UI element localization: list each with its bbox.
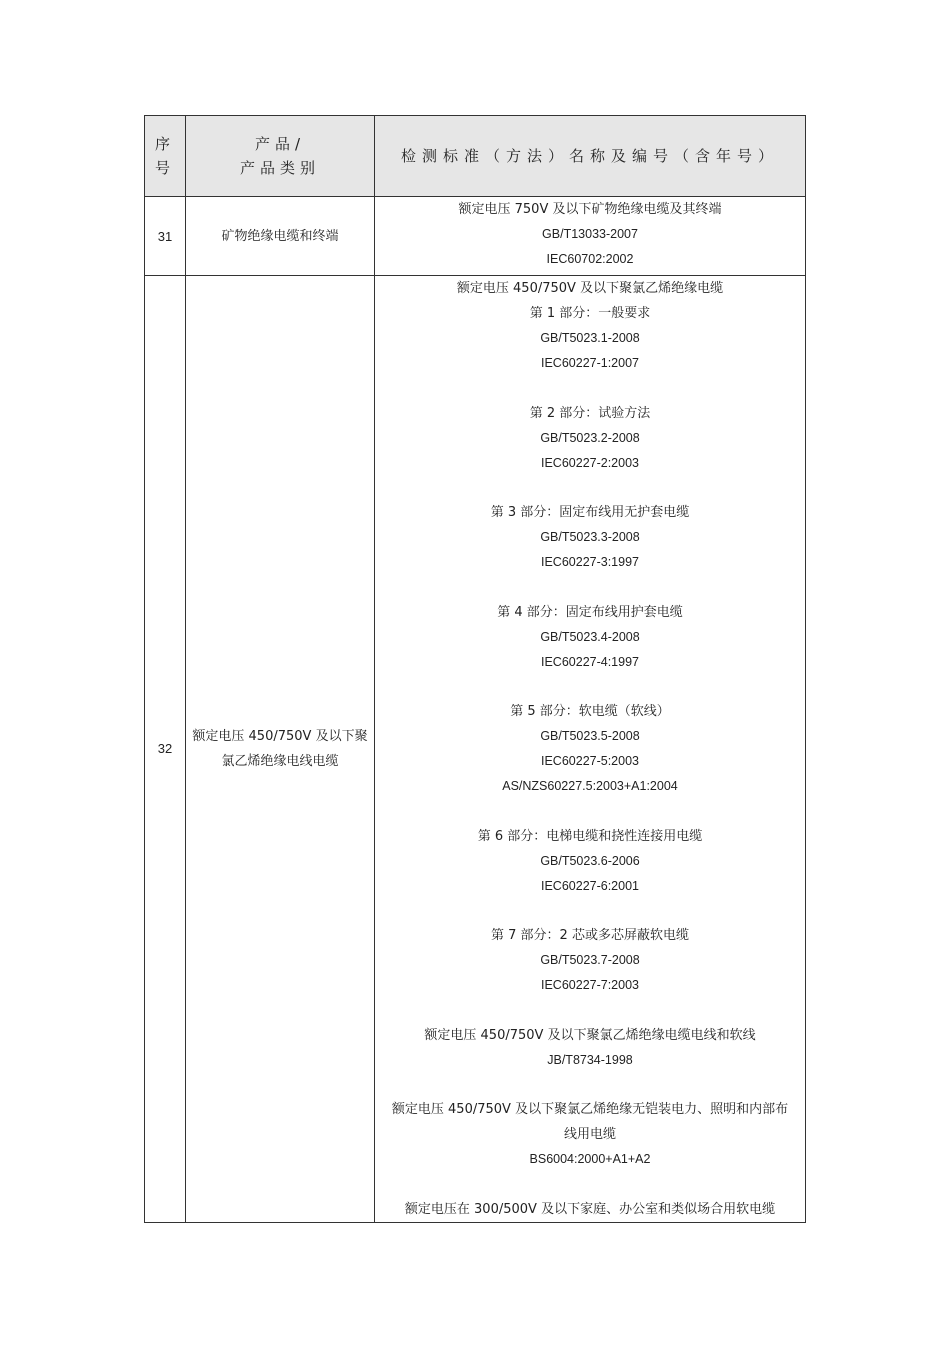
header-standard: 检测标准（方法）名称及编号（含年号） (375, 116, 806, 197)
blank-line (375, 476, 805, 501)
standard-code: IEC60227-6:2001 (541, 878, 639, 893)
standard-code: GB/T5023.3-2008 (540, 530, 640, 544)
row-seq: 32 (145, 276, 186, 1223)
row-standards (375, 276, 806, 1223)
row-product: 矿物绝缘电缆和终端 (186, 197, 375, 276)
standard-title: 第 4 部分：固定布线用护套电缆 (497, 604, 683, 620)
blank-line (375, 675, 805, 700)
table-row (145, 276, 806, 1223)
standard-title: 额定电压 450/750V 及以下聚氯乙烯绝缘电缆 (456, 281, 724, 296)
standard-title: 第 3 部分：固定布线用无护套电缆 (490, 505, 690, 520)
blank-line (375, 799, 805, 824)
blank-line (375, 1172, 805, 1197)
row-product: 额定电压 450/750V 及以下聚氯乙烯绝缘电线电缆 (186, 276, 375, 1223)
standard-title: 额定电压 450/750V 及以下聚氯乙烯绝缘电缆电线和软线 (424, 1027, 756, 1043)
standard-code: GB/T5023.4-2008 (540, 629, 640, 644)
table-header-row (145, 116, 806, 197)
standard-code: GB/T5023.1-2008 (540, 331, 640, 345)
standard-code: BS6004:2000+A1+A2 (529, 1152, 651, 1166)
standard-code: GB/T13033-2007 (542, 227, 638, 241)
standard-code: IEC60227-3:1997 (541, 555, 639, 569)
standard-title: 第 7 部分：2 芯或多芯屏蔽软电缆 (491, 928, 689, 943)
standard-code: IEC60702:2002 (546, 252, 634, 266)
standards-table (144, 115, 806, 1223)
blank-line (375, 575, 805, 600)
standard-title: 第 2 部分：试验方法 (529, 405, 651, 421)
table-row (145, 197, 806, 276)
standards-list (375, 276, 805, 1222)
standard-title: 额定电压 450/750V 及以下聚氯乙烯绝缘无铠装电力、照明和内部布 (391, 1102, 789, 1117)
standard-code: IEC60227-7:2003 (541, 978, 639, 992)
blank-line (375, 376, 805, 401)
blank-line (375, 1073, 805, 1098)
header-seq-line-2: 号 (154, 159, 175, 177)
standard-code: IEC60227-1:2007 (541, 356, 639, 370)
standard-title: 额定电压 750V 及以下矿物绝缘电缆及其终端 (458, 202, 722, 217)
standard-title: 第 1 部分：一般要求 (529, 306, 651, 321)
standards-list (375, 197, 805, 272)
blank-line (375, 899, 805, 924)
standard-code: IEC60227-5:2003 (541, 754, 639, 768)
row-seq: 31 (145, 197, 186, 276)
blank-line (375, 998, 805, 1023)
standard-code: JB/T8734-1998 (547, 1052, 633, 1067)
row-standards (375, 197, 806, 276)
header-seq-line-1: 序 (154, 135, 175, 153)
header-product-line-1: 产品/ (254, 135, 306, 153)
standard-code: AS/NZS60227.5:2003+A1:2004 (502, 779, 678, 793)
standard-title: 第 6 部分：电梯电缆和挠性连接用电缆 (477, 828, 703, 844)
header-product-line-2: 产品类别 (239, 159, 320, 177)
standard-title: 线用电缆 (563, 1127, 616, 1142)
standard-title: 第 5 部分：软电缆（软线） (510, 704, 670, 719)
header-seq (145, 116, 186, 197)
header-product (186, 116, 375, 197)
standard-code: IEC60227-4:1997 (541, 654, 639, 669)
standard-code: GB/T5023.5-2008 (540, 729, 640, 743)
standard-title: 额定电压在 300/500V 及以下家庭、办公室和类似场合用软电缆 (404, 1201, 776, 1217)
standard-code: IEC60227-2:2003 (541, 455, 639, 470)
standard-code: GB/T5023.7-2008 (540, 953, 640, 967)
standard-code: GB/T5023.6-2006 (540, 853, 640, 868)
standard-code: GB/T5023.2-2008 (540, 430, 640, 445)
